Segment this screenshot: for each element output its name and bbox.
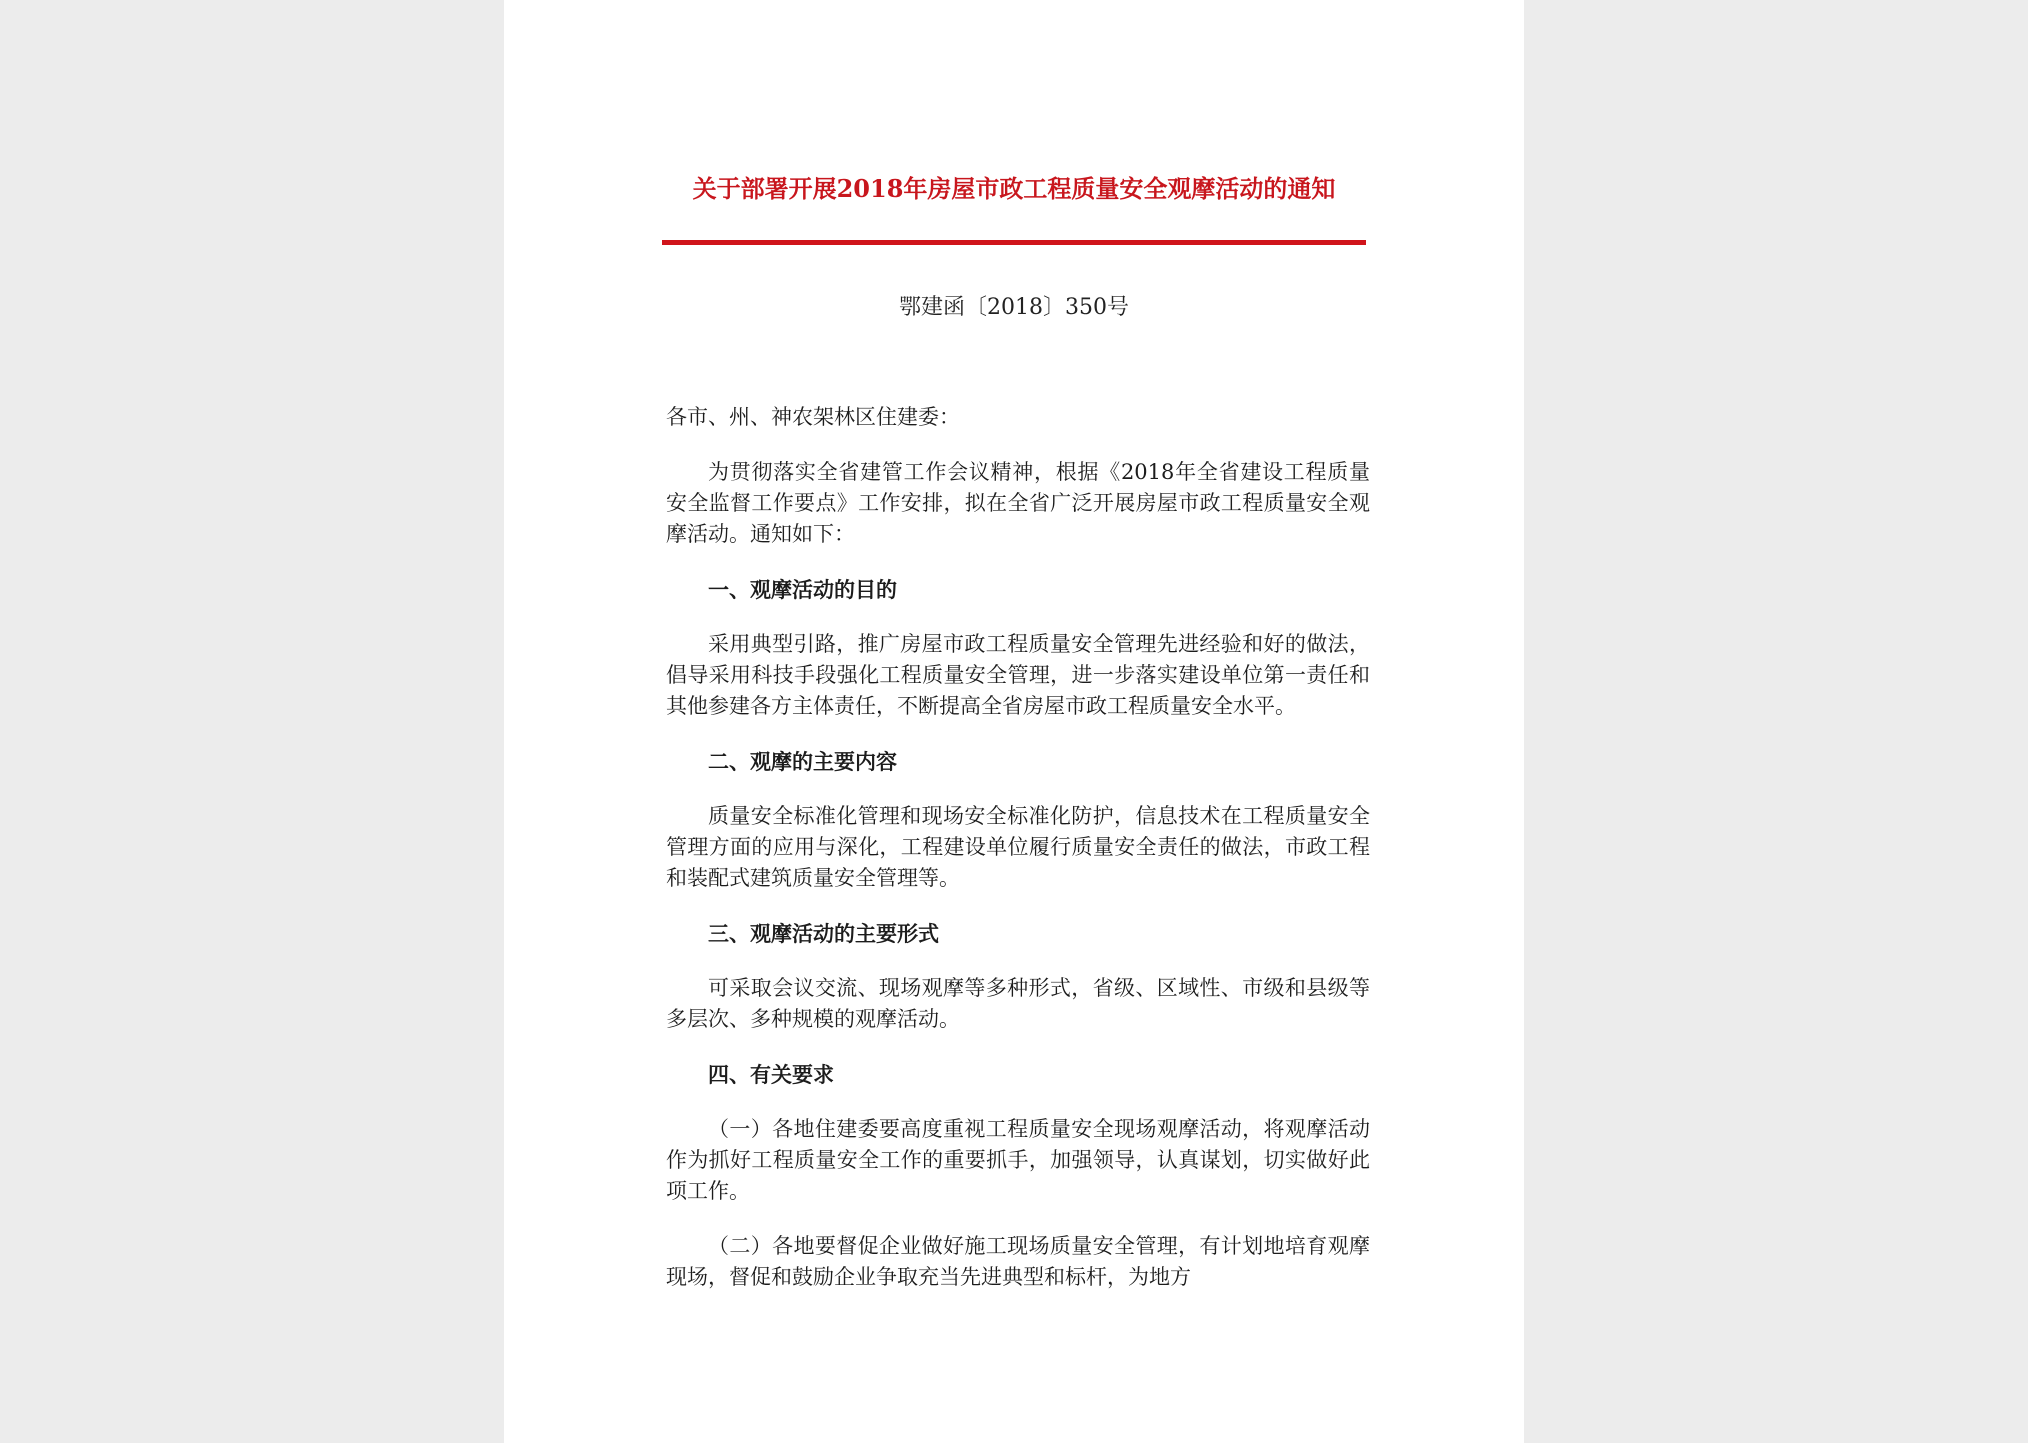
section-heading-format: 三、观摩活动的主要形式 — [708, 921, 939, 946]
section-heading-requirements: 四、有关要求 — [708, 1062, 834, 1087]
section-heading-content: 二、观摩的主要内容 — [708, 749, 897, 774]
section-paragraph: 质量安全标准化管理和现场安全标准化防护，信息技术在工程质量安全管理方面的应用与深化，工程建设单位履行质量安全责任的做法，市政工程和装配式建筑质量安全管理等。 — [666, 804, 1370, 890]
section-heading-purpose: 一、观摩活动的目的 — [708, 577, 897, 602]
document-number: 鄂建函〔2018〕350号 — [899, 295, 1129, 320]
section-paragraph: （二）各地要督促企业做好施工现场质量安全管理，有计划地培育观摩现场，督促和鼓励企业争取充当先进典型和标杆，为地方 — [666, 1234, 1370, 1289]
section-paragraph: 采用典型引路，推广房屋市政工程质量安全管理先进经验和好的做法，倡导采用科技手段强化工程质量安全管理，进一步落实建设单位第一责任和其他参建各方主体责任，不断提高全省房屋市政工程质量安全水平。 — [666, 632, 1370, 718]
section-paragraph: 可采取会议交流、现场观摩等多种形式，省级、区域性、市级和县级等多层次、多种规模的观摩活动。 — [666, 976, 1370, 1031]
document-body — [666, 402, 1370, 1293]
section-paragraph: （一）各地住建委要高度重视工程质量安全现场观摩活动，将观摩活动作为抓好工程质量安全工作的重要抓手，加强领导，认真谋划，切实做好此项工作。 — [666, 1117, 1370, 1203]
salutation: 各市、州、神农架林区住建委： — [666, 405, 960, 429]
intro-paragraph: 为贯彻落实全省建管工作会议精神，根据《2018年全省建设工程质量安全监督工作要点》工作安排，拟在全省广泛开展房屋市政工程质量安全观摩活动。通知如下： — [666, 460, 1370, 546]
document-title: 关于部署开展2018年房屋市政工程质量安全观摩活动的通知 — [692, 174, 1336, 203]
red-header-rule — [662, 240, 1366, 245]
document-page — [504, 0, 1524, 1443]
